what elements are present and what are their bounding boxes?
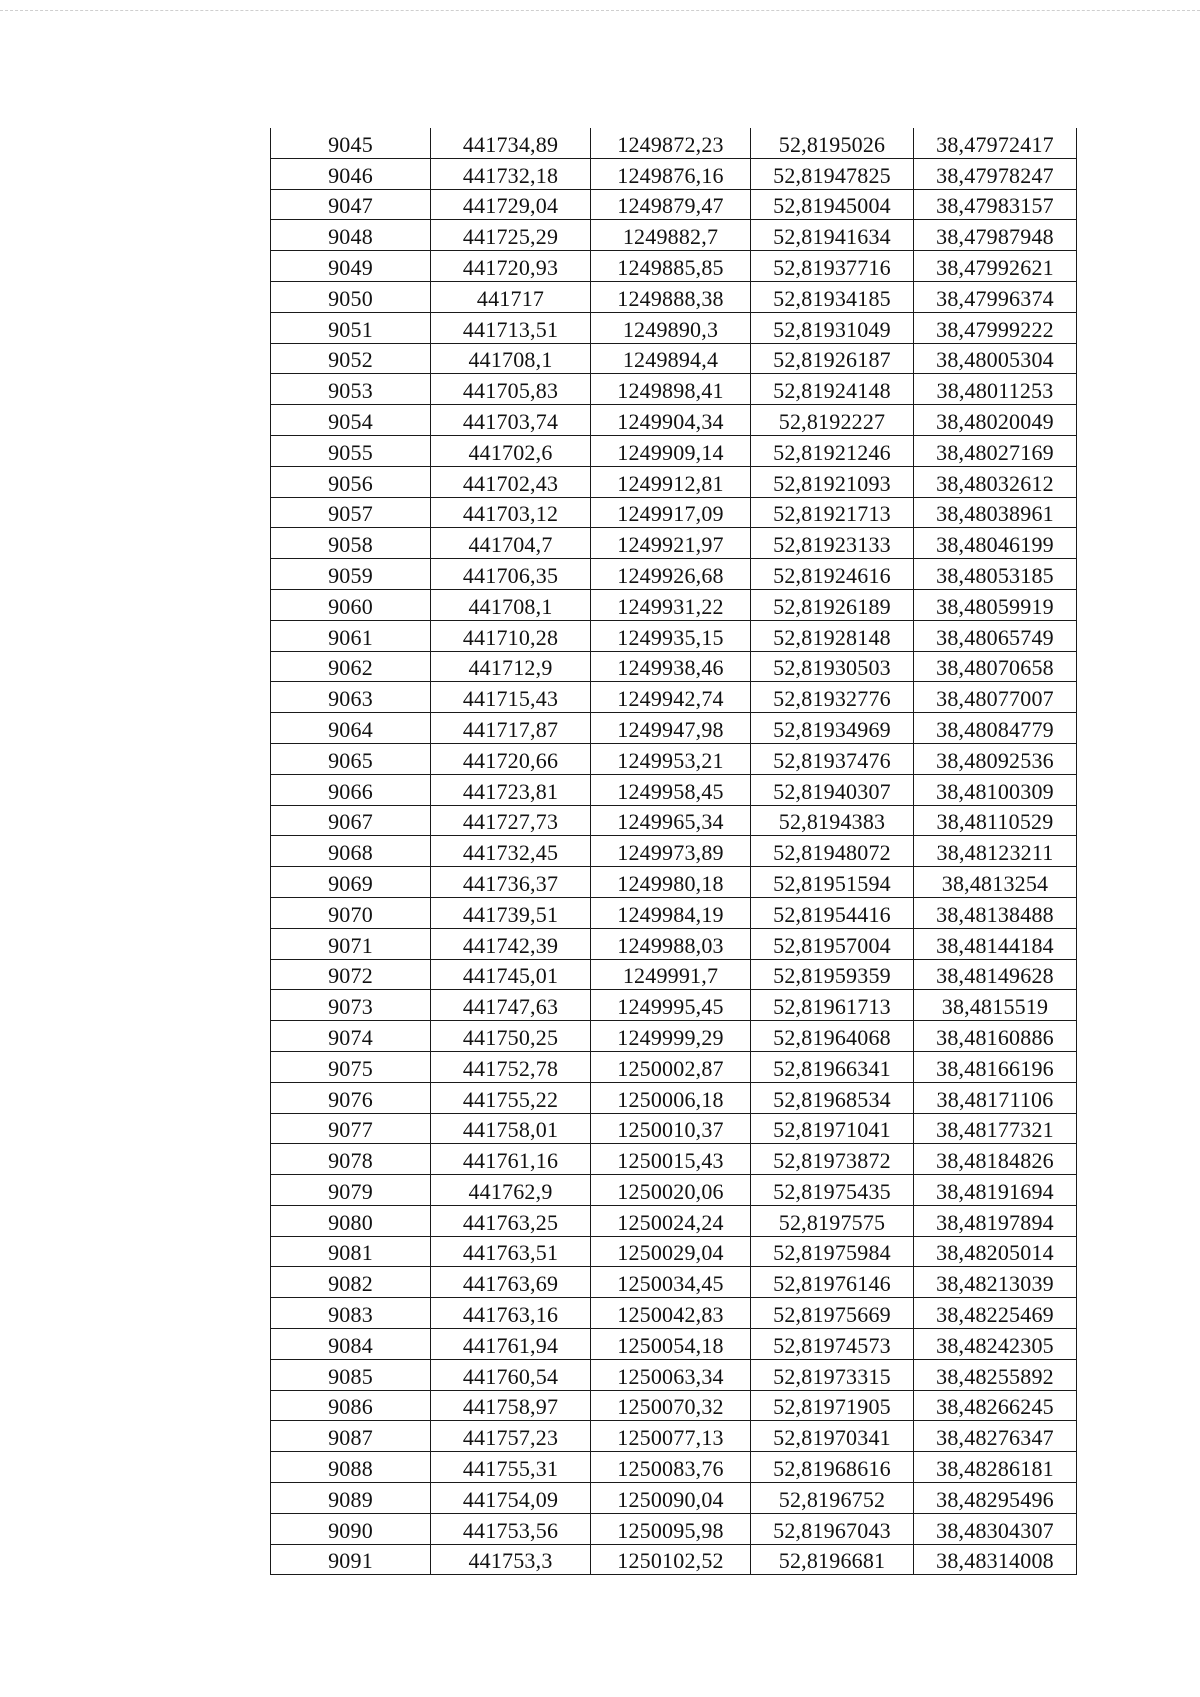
- y-coordinate-cell: 1250015,43: [591, 1144, 751, 1175]
- point-number-cell: 9091: [271, 1544, 431, 1575]
- x-coordinate-cell: 441713,51: [431, 312, 591, 343]
- y-coordinate-cell: 1249938,46: [591, 651, 751, 682]
- longitude-cell: 38,48286181: [914, 1452, 1077, 1483]
- x-coordinate-cell: 441753,3: [431, 1544, 591, 1575]
- coordinates-table-body: [271, 128, 1077, 1575]
- table-row: [271, 928, 1077, 959]
- latitude-cell: 52,81947825: [751, 158, 914, 189]
- latitude-cell: 52,81959359: [751, 959, 914, 990]
- latitude-cell: 52,81934185: [751, 281, 914, 312]
- table-row: [271, 497, 1077, 528]
- point-number-cell: 9048: [271, 220, 431, 251]
- point-number-cell: 9054: [271, 405, 431, 436]
- y-coordinate-cell: 1250024,24: [591, 1205, 751, 1236]
- y-coordinate-cell: 1249926,68: [591, 559, 751, 590]
- latitude-cell: 52,81926189: [751, 589, 914, 620]
- point-number-cell: 9062: [271, 651, 431, 682]
- longitude-cell: 38,48304307: [914, 1513, 1077, 1544]
- point-number-cell: 9069: [271, 867, 431, 898]
- table-row: [271, 128, 1077, 158]
- point-number-cell: 9081: [271, 1236, 431, 1267]
- y-coordinate-cell: 1250070,32: [591, 1390, 751, 1421]
- point-number-cell: 9056: [271, 466, 431, 497]
- longitude-cell: 38,47987948: [914, 220, 1077, 251]
- point-number-cell: 9057: [271, 497, 431, 528]
- x-coordinate-cell: 441739,51: [431, 897, 591, 928]
- table-row: [271, 836, 1077, 867]
- point-number-cell: 9083: [271, 1298, 431, 1329]
- x-coordinate-cell: 441708,1: [431, 589, 591, 620]
- x-coordinate-cell: 441704,7: [431, 528, 591, 559]
- longitude-cell: 38,48160886: [914, 1021, 1077, 1052]
- latitude-cell: 52,81937476: [751, 743, 914, 774]
- point-number-cell: 9078: [271, 1144, 431, 1175]
- x-coordinate-cell: 441708,1: [431, 343, 591, 374]
- latitude-cell: 52,8194383: [751, 805, 914, 836]
- y-coordinate-cell: 1249890,3: [591, 312, 751, 343]
- table-row: [271, 1082, 1077, 1113]
- longitude-cell: 38,48242305: [914, 1329, 1077, 1360]
- y-coordinate-cell: 1250077,13: [591, 1421, 751, 1452]
- latitude-cell: 52,81928148: [751, 620, 914, 651]
- table-row: [271, 189, 1077, 220]
- table-row: [271, 343, 1077, 374]
- y-coordinate-cell: 1249965,34: [591, 805, 751, 836]
- y-coordinate-cell: 1249958,45: [591, 774, 751, 805]
- x-coordinate-cell: 441755,31: [431, 1452, 591, 1483]
- x-coordinate-cell: 441710,28: [431, 620, 591, 651]
- longitude-cell: 38,48184826: [914, 1144, 1077, 1175]
- longitude-cell: 38,48059919: [914, 589, 1077, 620]
- table-row: [271, 435, 1077, 466]
- coordinates-table: [270, 128, 1077, 1575]
- longitude-cell: 38,48032612: [914, 466, 1077, 497]
- point-number-cell: 9065: [271, 743, 431, 774]
- x-coordinate-cell: 441752,78: [431, 1051, 591, 1082]
- point-number-cell: 9055: [271, 435, 431, 466]
- table-row: [271, 1544, 1077, 1575]
- latitude-cell: 52,81941634: [751, 220, 914, 251]
- y-coordinate-cell: 1249980,18: [591, 867, 751, 898]
- latitude-cell: 52,81921246: [751, 435, 914, 466]
- longitude-cell: 38,48038961: [914, 497, 1077, 528]
- x-coordinate-cell: 441753,56: [431, 1513, 591, 1544]
- y-coordinate-cell: 1250090,04: [591, 1483, 751, 1514]
- y-coordinate-cell: 1249984,19: [591, 897, 751, 928]
- coordinates-table-container: [270, 128, 1076, 1575]
- longitude-cell: 38,47983157: [914, 189, 1077, 220]
- latitude-cell: 52,81951594: [751, 867, 914, 898]
- point-number-cell: 9077: [271, 1113, 431, 1144]
- longitude-cell: 38,48020049: [914, 405, 1077, 436]
- y-coordinate-cell: 1249947,98: [591, 713, 751, 744]
- longitude-cell: 38,48065749: [914, 620, 1077, 651]
- latitude-cell: 52,8196752: [751, 1483, 914, 1514]
- y-coordinate-cell: 1250006,18: [591, 1082, 751, 1113]
- y-coordinate-cell: 1249888,38: [591, 281, 751, 312]
- longitude-cell: 38,48077007: [914, 682, 1077, 713]
- latitude-cell: 52,81924616: [751, 559, 914, 590]
- latitude-cell: 52,81968616: [751, 1452, 914, 1483]
- longitude-cell: 38,48123211: [914, 836, 1077, 867]
- latitude-cell: 52,81945004: [751, 189, 914, 220]
- x-coordinate-cell: 441747,63: [431, 990, 591, 1021]
- y-coordinate-cell: 1250020,06: [591, 1175, 751, 1206]
- latitude-cell: 52,8192227: [751, 405, 914, 436]
- y-coordinate-cell: 1249973,89: [591, 836, 751, 867]
- y-coordinate-cell: 1249898,41: [591, 374, 751, 405]
- point-number-cell: 9063: [271, 682, 431, 713]
- point-number-cell: 9090: [271, 1513, 431, 1544]
- x-coordinate-cell: 441720,93: [431, 251, 591, 282]
- latitude-cell: 52,81971041: [751, 1113, 914, 1144]
- latitude-cell: 52,81937716: [751, 251, 914, 282]
- x-coordinate-cell: 441763,16: [431, 1298, 591, 1329]
- x-coordinate-cell: 441760,54: [431, 1359, 591, 1390]
- y-coordinate-cell: 1250029,04: [591, 1236, 751, 1267]
- x-coordinate-cell: 441758,97: [431, 1390, 591, 1421]
- table-row: [271, 774, 1077, 805]
- y-coordinate-cell: 1249904,34: [591, 405, 751, 436]
- longitude-cell: 38,48276347: [914, 1421, 1077, 1452]
- longitude-cell: 38,48205014: [914, 1236, 1077, 1267]
- latitude-cell: 52,81921713: [751, 497, 914, 528]
- table-row: [271, 1298, 1077, 1329]
- point-number-cell: 9051: [271, 312, 431, 343]
- y-coordinate-cell: 1249995,45: [591, 990, 751, 1021]
- table-row: [271, 1513, 1077, 1544]
- latitude-cell: 52,81932776: [751, 682, 914, 713]
- y-coordinate-cell: 1249879,47: [591, 189, 751, 220]
- point-number-cell: 9050: [271, 281, 431, 312]
- table-row: [271, 528, 1077, 559]
- latitude-cell: 52,81934969: [751, 713, 914, 744]
- x-coordinate-cell: 441763,51: [431, 1236, 591, 1267]
- x-coordinate-cell: 441763,25: [431, 1205, 591, 1236]
- x-coordinate-cell: 441734,89: [431, 128, 591, 158]
- x-coordinate-cell: 441762,9: [431, 1175, 591, 1206]
- x-coordinate-cell: 441732,18: [431, 158, 591, 189]
- x-coordinate-cell: 441758,01: [431, 1113, 591, 1144]
- longitude-cell: 38,48005304: [914, 343, 1077, 374]
- x-coordinate-cell: 441702,43: [431, 466, 591, 497]
- x-coordinate-cell: 441720,66: [431, 743, 591, 774]
- y-coordinate-cell: 1249885,85: [591, 251, 751, 282]
- point-number-cell: 9082: [271, 1267, 431, 1298]
- y-coordinate-cell: 1250034,45: [591, 1267, 751, 1298]
- y-coordinate-cell: 1249909,14: [591, 435, 751, 466]
- latitude-cell: 52,81971905: [751, 1390, 914, 1421]
- longitude-cell: 38,48149628: [914, 959, 1077, 990]
- table-row: [271, 805, 1077, 836]
- latitude-cell: 52,81948072: [751, 836, 914, 867]
- point-number-cell: 9089: [271, 1483, 431, 1514]
- x-coordinate-cell: 441729,04: [431, 189, 591, 220]
- y-coordinate-cell: 1249988,03: [591, 928, 751, 959]
- x-coordinate-cell: 441754,09: [431, 1483, 591, 1514]
- table-row: [271, 1483, 1077, 1514]
- longitude-cell: 38,48177321: [914, 1113, 1077, 1144]
- y-coordinate-cell: 1250102,52: [591, 1544, 751, 1575]
- latitude-cell: 52,81964068: [751, 1021, 914, 1052]
- y-coordinate-cell: 1249991,7: [591, 959, 751, 990]
- longitude-cell: 38,48255892: [914, 1359, 1077, 1390]
- point-number-cell: 9049: [271, 251, 431, 282]
- table-row: [271, 1390, 1077, 1421]
- latitude-cell: 52,81970341: [751, 1421, 914, 1452]
- latitude-cell: 52,81975435: [751, 1175, 914, 1206]
- table-row: [271, 1236, 1077, 1267]
- table-row: [271, 589, 1077, 620]
- table-row: [271, 466, 1077, 497]
- point-number-cell: 9060: [271, 589, 431, 620]
- x-coordinate-cell: 441703,12: [431, 497, 591, 528]
- point-number-cell: 9084: [271, 1329, 431, 1360]
- x-coordinate-cell: 441755,22: [431, 1082, 591, 1113]
- point-number-cell: 9053: [271, 374, 431, 405]
- latitude-cell: 52,8196681: [751, 1544, 914, 1575]
- longitude-cell: 38,4813254: [914, 867, 1077, 898]
- x-coordinate-cell: 441761,16: [431, 1144, 591, 1175]
- point-number-cell: 9061: [271, 620, 431, 651]
- table-row: [271, 743, 1077, 774]
- latitude-cell: 52,81957004: [751, 928, 914, 959]
- x-coordinate-cell: 441702,6: [431, 435, 591, 466]
- longitude-cell: 38,48197894: [914, 1205, 1077, 1236]
- table-row: [271, 682, 1077, 713]
- longitude-cell: 38,48166196: [914, 1051, 1077, 1082]
- y-coordinate-cell: 1249953,21: [591, 743, 751, 774]
- latitude-cell: 52,81967043: [751, 1513, 914, 1544]
- latitude-cell: 52,81924148: [751, 374, 914, 405]
- x-coordinate-cell: 441725,29: [431, 220, 591, 251]
- latitude-cell: 52,81973315: [751, 1359, 914, 1390]
- point-number-cell: 9087: [271, 1421, 431, 1452]
- table-row: [271, 620, 1077, 651]
- longitude-cell: 38,47999222: [914, 312, 1077, 343]
- point-number-cell: 9074: [271, 1021, 431, 1052]
- x-coordinate-cell: 441763,69: [431, 1267, 591, 1298]
- longitude-cell: 38,48046199: [914, 528, 1077, 559]
- table-row: [271, 559, 1077, 590]
- point-number-cell: 9045: [271, 128, 431, 158]
- table-row: [271, 1329, 1077, 1360]
- longitude-cell: 38,48171106: [914, 1082, 1077, 1113]
- point-number-cell: 9067: [271, 805, 431, 836]
- longitude-cell: 38,48191694: [914, 1175, 1077, 1206]
- longitude-cell: 38,47972417: [914, 128, 1077, 158]
- y-coordinate-cell: 1249999,29: [591, 1021, 751, 1052]
- latitude-cell: 52,81940307: [751, 774, 914, 805]
- latitude-cell: 52,81968534: [751, 1082, 914, 1113]
- longitude-cell: 38,4815519: [914, 990, 1077, 1021]
- scan-edge-line: [0, 10, 1200, 11]
- point-number-cell: 9073: [271, 990, 431, 1021]
- latitude-cell: 52,81931049: [751, 312, 914, 343]
- table-row: [271, 867, 1077, 898]
- table-row: [271, 1421, 1077, 1452]
- x-coordinate-cell: 441712,9: [431, 651, 591, 682]
- x-coordinate-cell: 441761,94: [431, 1329, 591, 1360]
- latitude-cell: 52,81966341: [751, 1051, 914, 1082]
- x-coordinate-cell: 441717,87: [431, 713, 591, 744]
- x-coordinate-cell: 441750,25: [431, 1021, 591, 1052]
- x-coordinate-cell: 441715,43: [431, 682, 591, 713]
- table-row: [271, 251, 1077, 282]
- table-row: [271, 281, 1077, 312]
- point-number-cell: 9075: [271, 1051, 431, 1082]
- y-coordinate-cell: 1250054,18: [591, 1329, 751, 1360]
- table-row: [271, 990, 1077, 1021]
- point-number-cell: 9072: [271, 959, 431, 990]
- longitude-cell: 38,47992621: [914, 251, 1077, 282]
- x-coordinate-cell: 441742,39: [431, 928, 591, 959]
- x-coordinate-cell: 441757,23: [431, 1421, 591, 1452]
- point-number-cell: 9068: [271, 836, 431, 867]
- x-coordinate-cell: 441717: [431, 281, 591, 312]
- table-row: [271, 713, 1077, 744]
- table-row: [271, 1175, 1077, 1206]
- table-row: [271, 959, 1077, 990]
- y-coordinate-cell: 1250002,87: [591, 1051, 751, 1082]
- y-coordinate-cell: 1249931,22: [591, 589, 751, 620]
- y-coordinate-cell: 1249921,97: [591, 528, 751, 559]
- point-number-cell: 9070: [271, 897, 431, 928]
- longitude-cell: 38,48092536: [914, 743, 1077, 774]
- point-number-cell: 9046: [271, 158, 431, 189]
- point-number-cell: 9076: [271, 1082, 431, 1113]
- y-coordinate-cell: 1249935,15: [591, 620, 751, 651]
- longitude-cell: 38,48084779: [914, 713, 1077, 744]
- latitude-cell: 52,8197575: [751, 1205, 914, 1236]
- latitude-cell: 52,81921093: [751, 466, 914, 497]
- longitude-cell: 38,48027169: [914, 435, 1077, 466]
- latitude-cell: 52,81930503: [751, 651, 914, 682]
- x-coordinate-cell: 441723,81: [431, 774, 591, 805]
- point-number-cell: 9052: [271, 343, 431, 374]
- x-coordinate-cell: 441703,74: [431, 405, 591, 436]
- x-coordinate-cell: 441736,37: [431, 867, 591, 898]
- table-row: [271, 1267, 1077, 1298]
- longitude-cell: 38,48266245: [914, 1390, 1077, 1421]
- longitude-cell: 38,48138488: [914, 897, 1077, 928]
- longitude-cell: 38,48100309: [914, 774, 1077, 805]
- y-coordinate-cell: 1249894,4: [591, 343, 751, 374]
- y-coordinate-cell: 1249912,81: [591, 466, 751, 497]
- y-coordinate-cell: 1249942,74: [591, 682, 751, 713]
- table-row: [271, 312, 1077, 343]
- longitude-cell: 38,48070658: [914, 651, 1077, 682]
- y-coordinate-cell: 1250042,83: [591, 1298, 751, 1329]
- latitude-cell: 52,81974573: [751, 1329, 914, 1360]
- y-coordinate-cell: 1250095,98: [591, 1513, 751, 1544]
- y-coordinate-cell: 1249872,23: [591, 128, 751, 158]
- longitude-cell: 38,48213039: [914, 1267, 1077, 1298]
- longitude-cell: 38,48053185: [914, 559, 1077, 590]
- point-number-cell: 9064: [271, 713, 431, 744]
- x-coordinate-cell: 441732,45: [431, 836, 591, 867]
- x-coordinate-cell: 441727,73: [431, 805, 591, 836]
- x-coordinate-cell: 441706,35: [431, 559, 591, 590]
- latitude-cell: 52,81973872: [751, 1144, 914, 1175]
- longitude-cell: 38,47996374: [914, 281, 1077, 312]
- table-row: [271, 374, 1077, 405]
- point-number-cell: 9085: [271, 1359, 431, 1390]
- point-number-cell: 9080: [271, 1205, 431, 1236]
- point-number-cell: 9086: [271, 1390, 431, 1421]
- y-coordinate-cell: 1250063,34: [591, 1359, 751, 1390]
- table-row: [271, 1452, 1077, 1483]
- table-row: [271, 158, 1077, 189]
- table-row: [271, 220, 1077, 251]
- table-row: [271, 1144, 1077, 1175]
- y-coordinate-cell: 1249876,16: [591, 158, 751, 189]
- x-coordinate-cell: 441745,01: [431, 959, 591, 990]
- table-row: [271, 1021, 1077, 1052]
- table-row: [271, 405, 1077, 436]
- y-coordinate-cell: 1249917,09: [591, 497, 751, 528]
- table-row: [271, 1205, 1077, 1236]
- longitude-cell: 38,48314008: [914, 1544, 1077, 1575]
- point-number-cell: 9059: [271, 559, 431, 590]
- latitude-cell: 52,81961713: [751, 990, 914, 1021]
- longitude-cell: 38,48295496: [914, 1483, 1077, 1514]
- table-row: [271, 1113, 1077, 1144]
- longitude-cell: 38,47978247: [914, 158, 1077, 189]
- latitude-cell: 52,81926187: [751, 343, 914, 374]
- point-number-cell: 9079: [271, 1175, 431, 1206]
- latitude-cell: 52,81923133: [751, 528, 914, 559]
- longitude-cell: 38,48225469: [914, 1298, 1077, 1329]
- table-row: [271, 651, 1077, 682]
- y-coordinate-cell: 1249882,7: [591, 220, 751, 251]
- table-row: [271, 897, 1077, 928]
- longitude-cell: 38,48011253: [914, 374, 1077, 405]
- latitude-cell: 52,8195026: [751, 128, 914, 158]
- latitude-cell: 52,81954416: [751, 897, 914, 928]
- y-coordinate-cell: 1250010,37: [591, 1113, 751, 1144]
- point-number-cell: 9066: [271, 774, 431, 805]
- x-coordinate-cell: 441705,83: [431, 374, 591, 405]
- table-row: [271, 1359, 1077, 1390]
- longitude-cell: 38,48144184: [914, 928, 1077, 959]
- longitude-cell: 38,48110529: [914, 805, 1077, 836]
- y-coordinate-cell: 1250083,76: [591, 1452, 751, 1483]
- point-number-cell: 9047: [271, 189, 431, 220]
- latitude-cell: 52,81975984: [751, 1236, 914, 1267]
- latitude-cell: 52,81975669: [751, 1298, 914, 1329]
- point-number-cell: 9071: [271, 928, 431, 959]
- latitude-cell: 52,81976146: [751, 1267, 914, 1298]
- point-number-cell: 9088: [271, 1452, 431, 1483]
- point-number-cell: 9058: [271, 528, 431, 559]
- table-row: [271, 1051, 1077, 1082]
